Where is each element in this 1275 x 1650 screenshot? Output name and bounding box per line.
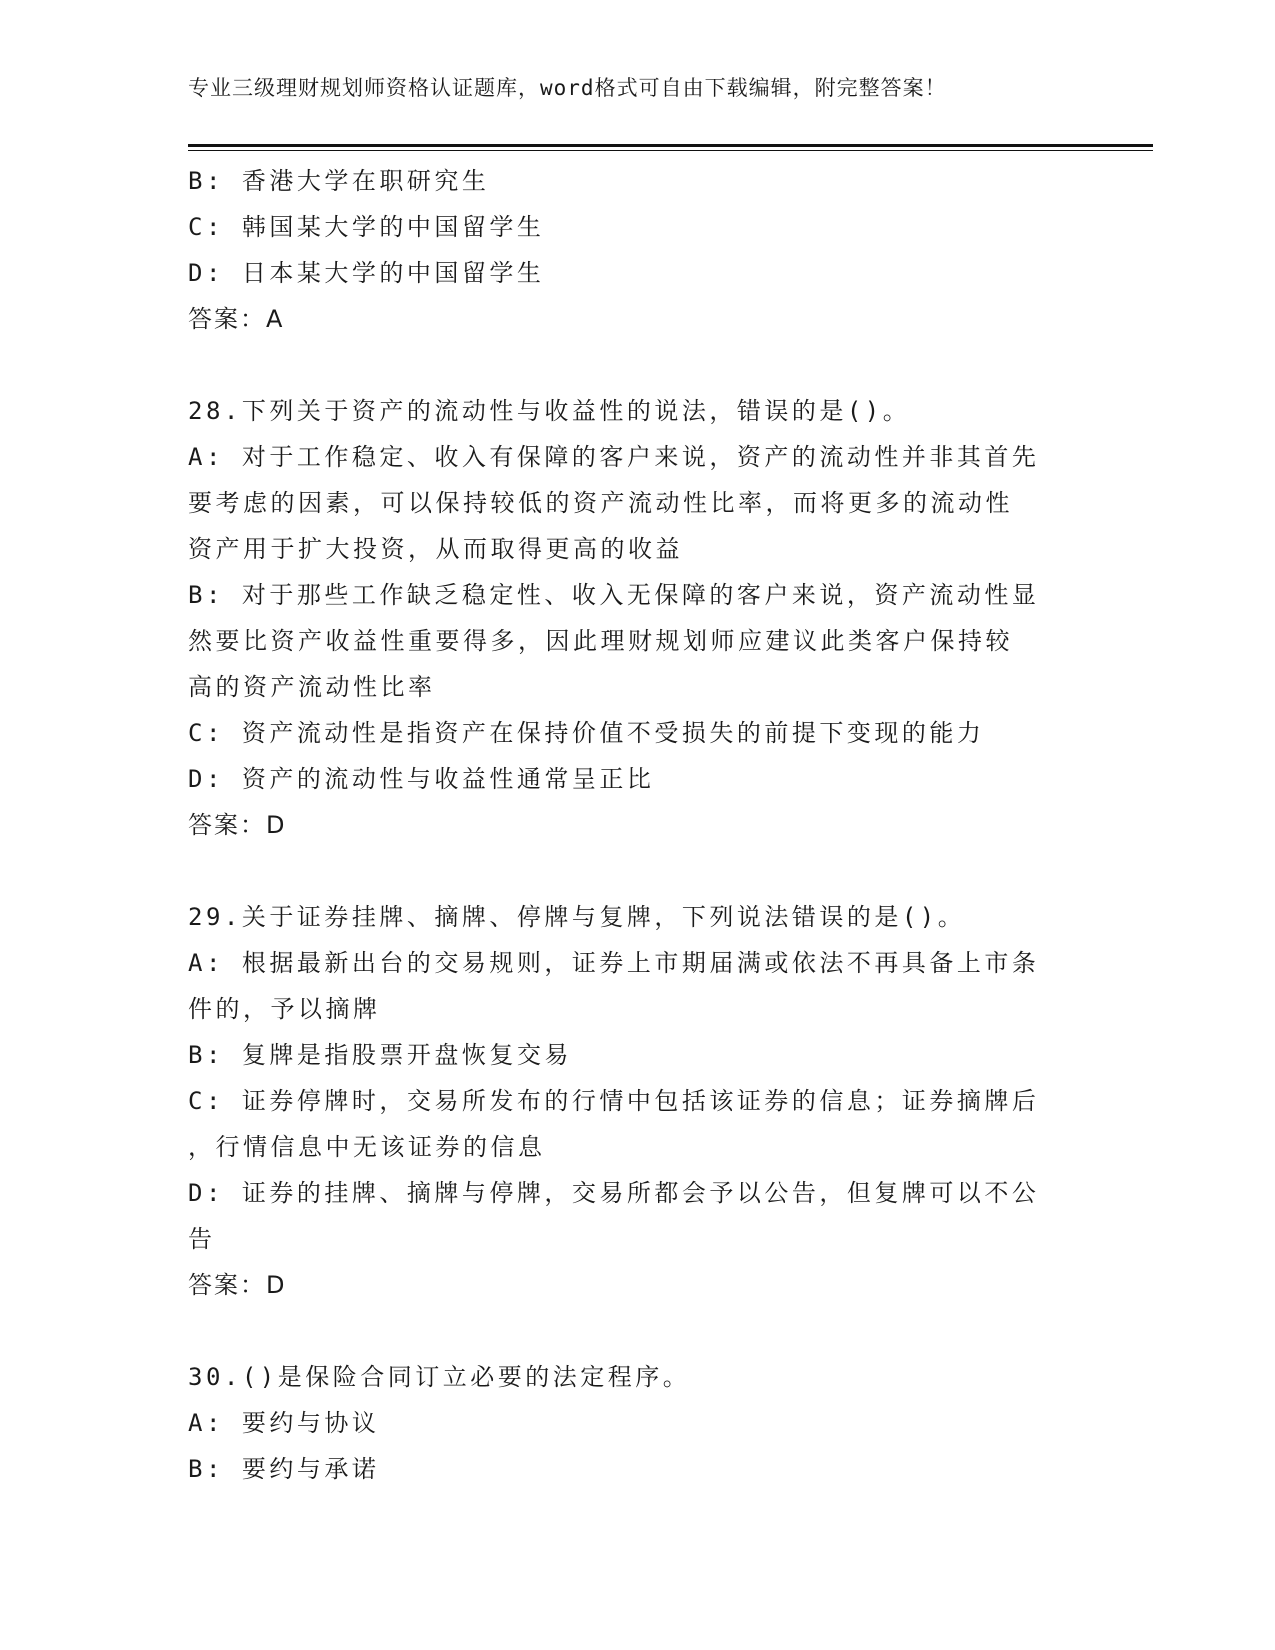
question-line: C: 证券停牌时，交易所发布的行情中包括该证券的信息；证券摘牌后 — [188, 1087, 1040, 1115]
question-line: 要考虑的因素，可以保持较低的资产流动性比率，而将更多的流动性 — [188, 489, 1013, 517]
header-rule-thin — [188, 150, 1153, 151]
page-header: 专业三级理财规划师资格认证题库，word格式可自由下载编辑，附完整答案！ — [188, 76, 947, 100]
question-line: 30.()是保险合同订立必要的法定程序。 — [188, 1363, 691, 1391]
question-line: 件的，予以摘牌 — [188, 995, 381, 1023]
question-line: 资产用于扩大投资，从而取得更高的收益 — [188, 535, 683, 563]
answer-line: 答案：D — [188, 811, 287, 839]
question-line: B: 要约与承诺 — [188, 1455, 380, 1483]
question-block — [188, 388, 1088, 848]
question-line: 然要比资产收益性重要得多，因此理财规划师应建议此类客户保持较 — [188, 627, 1013, 655]
question-block — [188, 1354, 1088, 1492]
question-line: 高的资产流动性比率 — [188, 673, 436, 701]
question-line: B: 香港大学在职研究生 — [188, 167, 490, 195]
question-content — [188, 158, 1088, 1492]
question-line: ，行情信息中无该证券的信息 — [188, 1133, 546, 1161]
question-line: 28.下列关于资产的流动性与收益性的说法，错误的是()。 — [188, 397, 911, 425]
question-line: D: 证券的挂牌、摘牌与停牌，交易所都会予以公告，但复牌可以不公 — [188, 1179, 1040, 1207]
question-line: C: 资产流动性是指资产在保持价值不受损失的前提下变现的能力 — [188, 719, 985, 747]
question-line: 告 — [188, 1225, 216, 1253]
question-line: A: 对于工作稳定、收入有保障的客户来说，资产的流动性并非其首先 — [188, 443, 1040, 471]
question-line: 29.关于证券挂牌、摘牌、停牌与复牌，下列说法错误的是()。 — [188, 903, 966, 931]
block-spacer — [188, 342, 1088, 388]
question-line: C: 韩国某大学的中国留学生 — [188, 213, 545, 241]
question-line: B: 复牌是指股票开盘恢复交易 — [188, 1041, 572, 1069]
question-line: B: 对于那些工作缺乏稳定性、收入无保障的客户来说，资产流动性显 — [188, 581, 1040, 609]
question-line: D: 资产的流动性与收益性通常呈正比 — [188, 765, 655, 793]
question-line: A: 要约与协议 — [188, 1409, 380, 1437]
header-rule-thick — [188, 144, 1153, 147]
question-block — [188, 158, 1088, 342]
question-line: A: 根据最新出台的交易规则，证券上市期届满或依法不再具备上市条 — [188, 949, 1040, 977]
answer-line: 答案：D — [188, 1271, 287, 1299]
question-line: D: 日本某大学的中国留学生 — [188, 259, 545, 287]
answer-line: 答案：A — [188, 305, 285, 333]
question-block — [188, 894, 1088, 1308]
block-spacer — [188, 1308, 1088, 1354]
block-spacer — [188, 848, 1088, 894]
